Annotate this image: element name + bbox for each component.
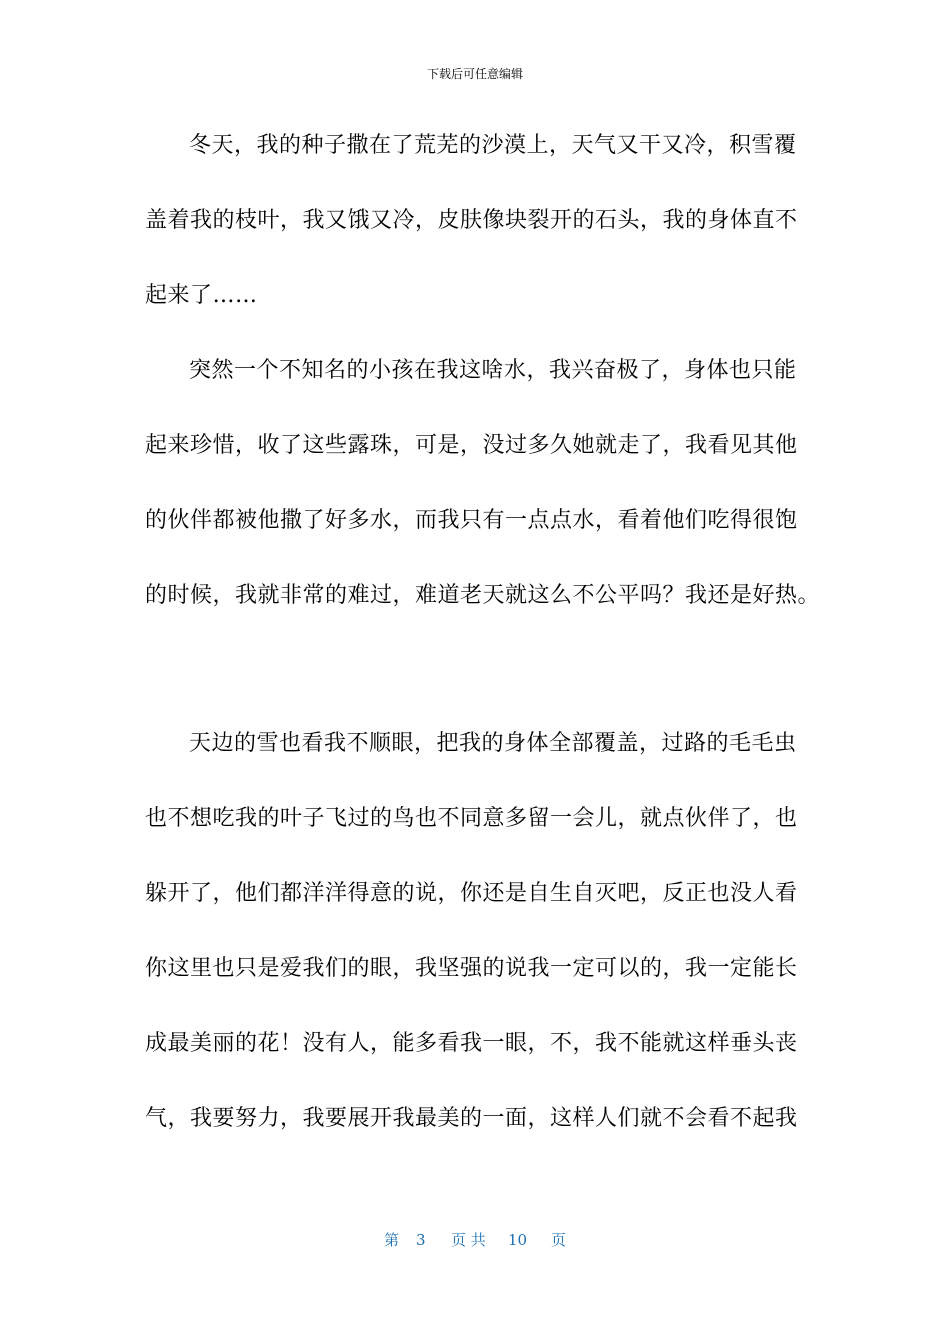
- footer-total-pages: 10: [508, 1231, 528, 1249]
- document-body: [145, 0, 821, 1344]
- paragraph-2-line-4: 的时候，我就非常的难过，难道老天就这么不公平吗？我还是好热。: [145, 583, 821, 608]
- paragraph-3-line-5: 成最美丽的花！没有人，能多看我一眼，不，我不能就这样垂头丧: [145, 1031, 798, 1056]
- page-footer: [0, 1230, 950, 1250]
- paragraph-3-line-6: 气，我要努力，我要展开我最美的一面，这样人们就不会看不起我: [145, 1106, 798, 1131]
- paragraph-2-line-2: 起来珍惜，收了这些露珠，可是，没过多久她就走了，我看见其他: [145, 433, 798, 458]
- footer-ye-label: 页: [551, 1231, 567, 1249]
- footer-page-total-label: 页 共: [451, 1231, 486, 1249]
- paragraph-1-line-1: 冬天，我的种子撒在了荒芜的沙漠上，天气又干又冷，积雪覆: [189, 133, 797, 158]
- paragraph-2-line-1: 突然一个不知名的小孩在我这啥水，我兴奋极了，身体也只能: [189, 358, 797, 383]
- paragraph-2-line-3: 的伙伴都被他撒了好多水，而我只有一点点水，看着他们吃得很饱: [145, 508, 798, 533]
- paragraph-3-line-4: 你这里也只是爱我们的眼，我坚强的说我一定可以的，我一定能长: [145, 956, 798, 981]
- paragraph-3-line-1: 天边的雪也看我不顺眼，把我的身体全部覆盖，过路的毛毛虫: [189, 731, 797, 756]
- page-header: 下载后可任意编辑: [426, 67, 523, 81]
- paragraph-1-line-3: 起来了……: [145, 283, 258, 308]
- footer-current-page: 3: [416, 1231, 426, 1249]
- paragraph-1-line-2: 盖着我的枝叶，我又饿又冷，皮肤像块裂开的石头，我的身体直不: [145, 208, 798, 233]
- paragraph-3-line-3: 躲开了，他们都洋洋得意的说，你还是自生自灭吧，反正也没人看: [145, 881, 798, 906]
- footer-di-label: 第: [384, 1231, 400, 1249]
- paragraph-3-line-2: 也不想吃我的叶子飞过的鸟也不同意多留一会儿，就点伙伴了，也: [145, 806, 798, 831]
